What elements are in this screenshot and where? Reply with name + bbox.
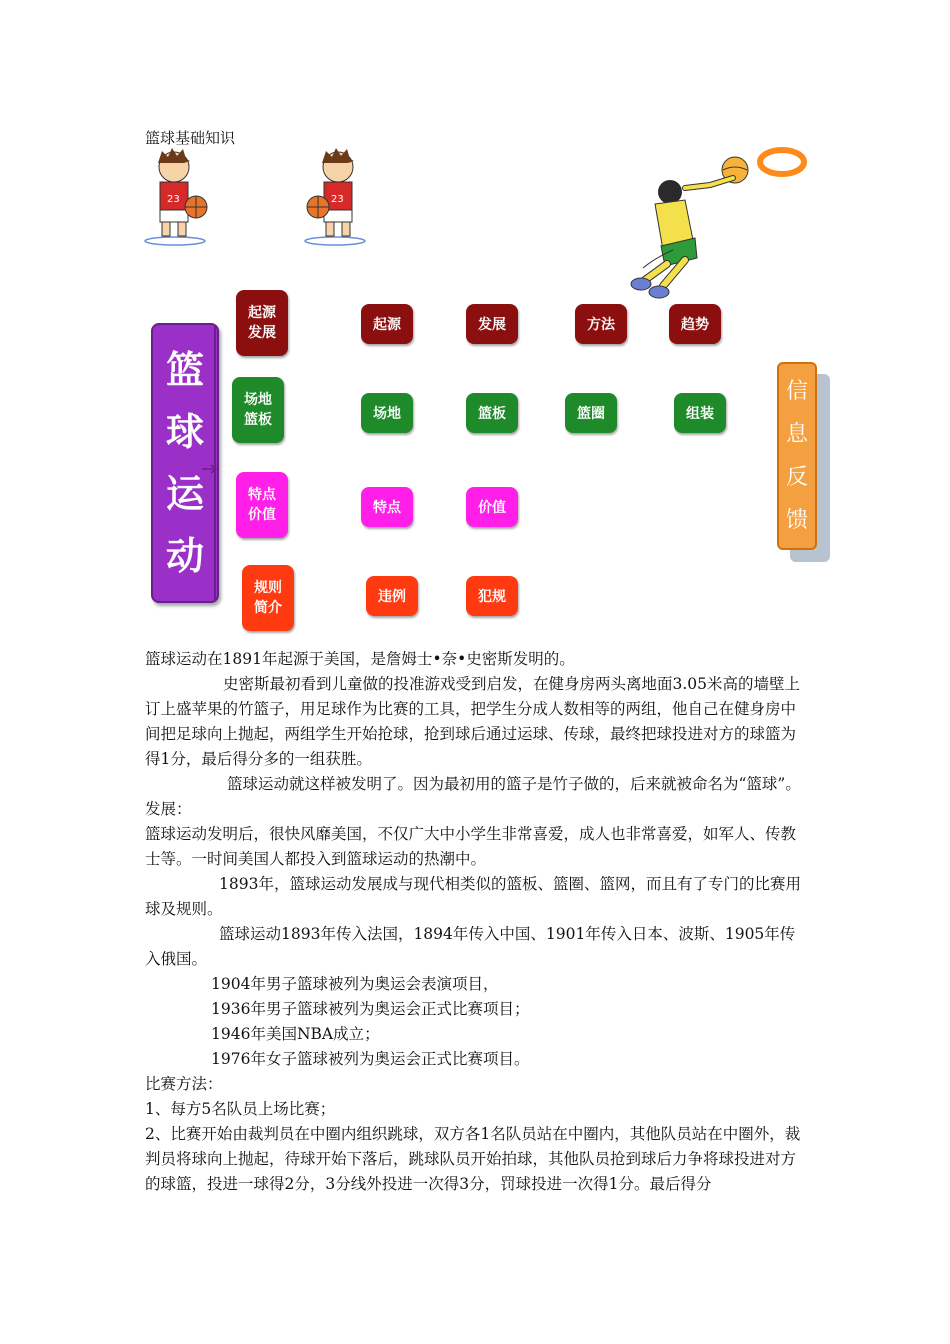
feedback-char: 息 xyxy=(785,421,808,447)
cartoon-player-illustration xyxy=(140,145,215,250)
node-assembly[interactable]: 组装 xyxy=(674,393,726,433)
arrow-right-icon xyxy=(200,463,222,475)
node-development[interactable]: 发展 xyxy=(466,304,518,344)
node-method[interactable]: 方法 xyxy=(575,304,627,344)
feedback-char: 信 xyxy=(785,378,808,404)
category-label: 场地 xyxy=(244,392,272,408)
category-label: 价值 xyxy=(248,507,276,523)
category-rules-intro[interactable] xyxy=(242,565,294,631)
feedback-button[interactable] xyxy=(777,362,817,550)
section-heading: 发展： xyxy=(145,800,192,818)
paragraph: 2、比赛开始由裁判员在中圈内组织跳球，双方各1名队员站在中圈内，其他队员站在中圈外，裁判员将球向上抛起，待球开始下落后，跳球队员开始拍球，其他队员抢到球后力争将球投进对方的球篮，投进一球得2分，3分线外投进一次得3分，罚球投进一次得1分。最后得分 xyxy=(145,1125,801,1193)
category-label: 规则 xyxy=(254,580,282,596)
article-body xyxy=(145,647,810,1197)
node-violation[interactable]: 违例 xyxy=(366,576,418,616)
paragraph: 篮球运动1893年传入法国，1894年传入中国、1901年传入日本、波斯、1905年传入俄国。 xyxy=(145,925,796,968)
document-title: 篮球基础知识 xyxy=(145,129,236,147)
node-value[interactable]: 价值 xyxy=(466,487,518,527)
timeline-item: 1946年美国NBA成立； xyxy=(211,1025,380,1043)
node-court[interactable]: 场地 xyxy=(361,393,413,433)
node-hoop[interactable]: 篮圈 xyxy=(565,393,617,433)
category-origin-development[interactable] xyxy=(236,290,288,356)
category-label: 特点 xyxy=(248,487,276,503)
paragraph: 篮球运动在1891年起源于美国，是詹姆士•奈•史密斯发明的。 xyxy=(145,650,575,668)
node-trend[interactable]: 趋势 xyxy=(669,304,721,344)
svg-text:23: 23 xyxy=(167,194,180,205)
category-label: 起源 xyxy=(248,305,276,321)
node-backboard[interactable]: 篮板 xyxy=(466,393,518,433)
paragraph: 1893年，篮球运动发展成与现代相类似的篮板、篮圈、篮网，而且有了专门的比赛用球及规则。 xyxy=(145,875,801,918)
node-foul[interactable]: 犯规 xyxy=(466,576,518,616)
feedback-char: 馈 xyxy=(785,507,808,533)
dunking-player-illustration xyxy=(615,140,815,305)
category-label: 简介 xyxy=(254,600,282,616)
node-features[interactable]: 特点 xyxy=(361,487,413,527)
section-heading: 比赛方法： xyxy=(145,1075,223,1093)
category-label: 篮板 xyxy=(244,412,272,428)
category-court-backboard[interactable] xyxy=(232,377,284,443)
main-node-char: 动 xyxy=(165,534,204,578)
main-node-char: 篮 xyxy=(165,348,204,392)
category-label: 发展 xyxy=(248,325,276,341)
paragraph: 1、每方5名队员上场比赛； xyxy=(145,1100,336,1118)
main-node-char: 运 xyxy=(165,472,204,516)
timeline-item: 1976年女子篮球被列为奥运会正式比赛项目。 xyxy=(211,1050,530,1068)
cartoon-player-illustration xyxy=(300,145,375,250)
timeline-item: 1904年男子篮球被列为奥运会表演项目， xyxy=(211,975,499,993)
feedback-char: 反 xyxy=(785,464,808,490)
main-node-char: 球 xyxy=(165,410,204,454)
node-origin[interactable]: 起源 xyxy=(361,304,413,344)
paragraph: 篮球运动就这样被发明了。因为最初用的篮子是竹子做的，后来就被命名为“篮球”。 xyxy=(227,775,801,793)
svg-text:23: 23 xyxy=(331,194,344,205)
paragraph: 篮球运动发明后，很快风靡美国，不仅广大中小学生非常喜爱，成人也非常喜爱，如军人、传教士等。一时间美国人都投入到篮球运动的热潮中。 xyxy=(145,825,797,868)
paragraph: 史密斯最初看到儿童做的投准游戏受到启发，在健身房两头离地面3.05米高的墙壁上订上盛苹果的竹篮子，用足球作为比赛的工具，把学生分成人数相等的两组，他自己在健身房中间把足球向上抛起，两组学生开始抢球，抢到球后通过运球、传球，最终把球投进对方的球篮为得1分，最后得分多的一组获胜。 xyxy=(145,675,801,768)
category-features-value[interactable] xyxy=(236,472,288,538)
timeline-item: 1936年男子篮球被列为奥运会正式比赛项目； xyxy=(211,1000,530,1018)
